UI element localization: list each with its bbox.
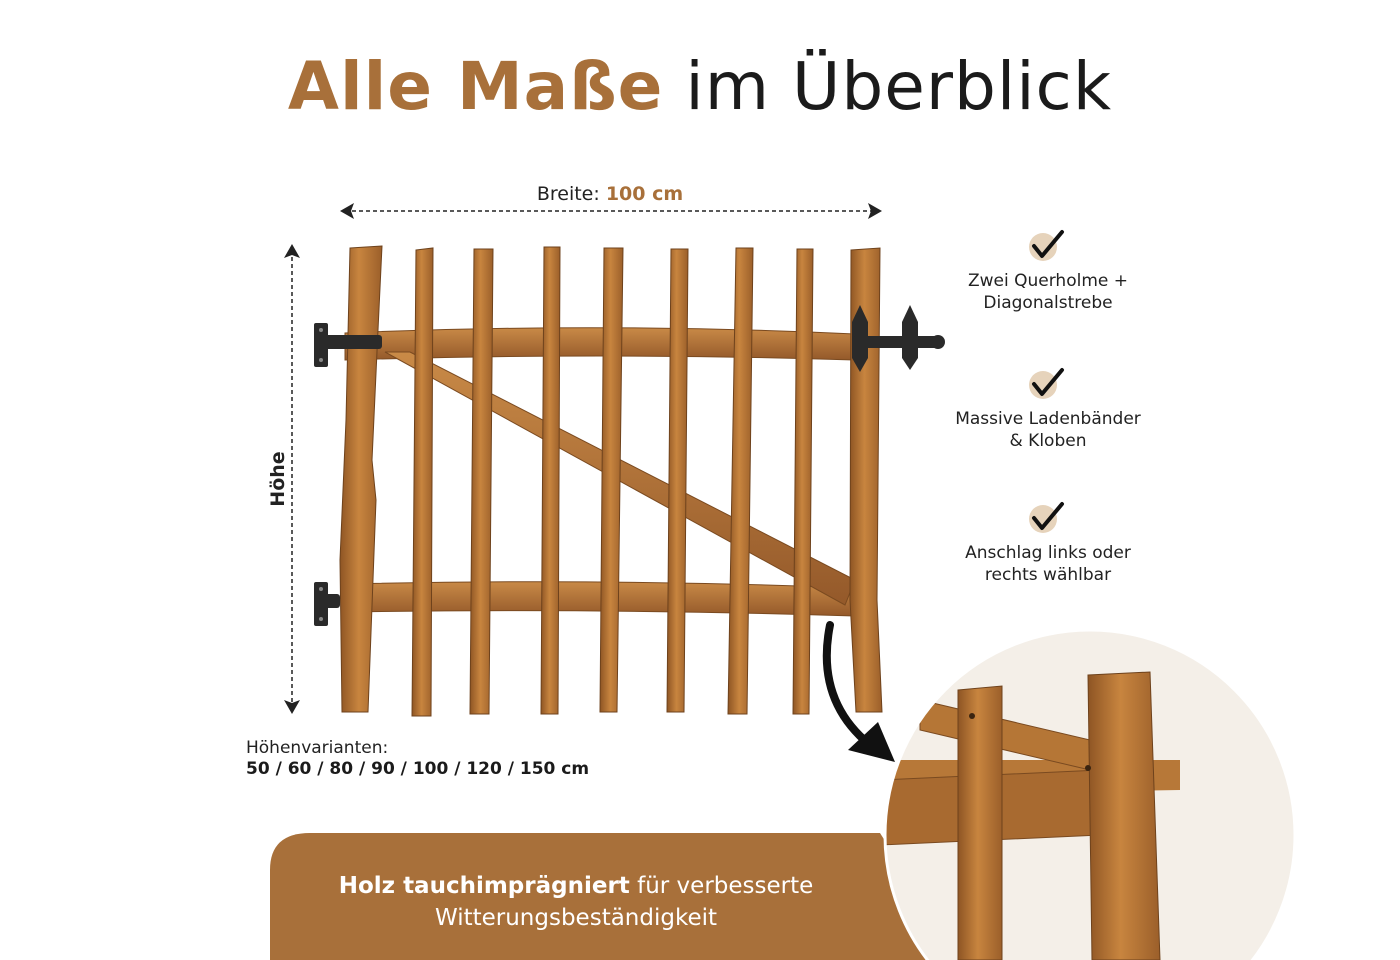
feature-line: Massive Ladenbänder [955,409,1141,429]
height-variants-label: Höhenvarianten: [246,738,389,758]
feature-item [928,408,1168,452]
detail-zoom-circle [880,630,1300,960]
hinge-bottom [314,582,340,626]
feature-item [928,542,1168,586]
gate-pickets [340,246,882,716]
feature-line: & Kloben [1009,431,1087,451]
feature-line: Diagonalstrebe [983,293,1113,313]
banner-bold: Holz tauchimprägniert [338,873,630,899]
height-variants-values: 50 / 60 / 80 / 90 / 100 / 120 / 150 cm [246,759,590,779]
checkmark-icon [1029,504,1062,533]
height-label: Höhe [267,429,289,529]
feature-line: Anschlag links oder [965,543,1131,563]
feature-item [928,270,1168,314]
width-label [520,183,700,205]
feature-line: rechts wählbar [984,565,1112,585]
checkmark-icon [1029,232,1062,261]
width-value: 100 cm [605,183,684,205]
banner-text-2: Witterungsbeständigkeit [434,905,718,931]
width-dimension-arrow [340,203,882,219]
title-accent: Alle Maße [287,48,664,125]
banner-text-1: für verbesserte [637,873,814,899]
width-prefix: Breite: [536,183,600,205]
banner-text [296,870,856,934]
feature-line: Zwei Querholme + [967,271,1128,291]
checkmark-icon [1029,370,1062,399]
title-rest: im Überblick [685,48,1113,125]
